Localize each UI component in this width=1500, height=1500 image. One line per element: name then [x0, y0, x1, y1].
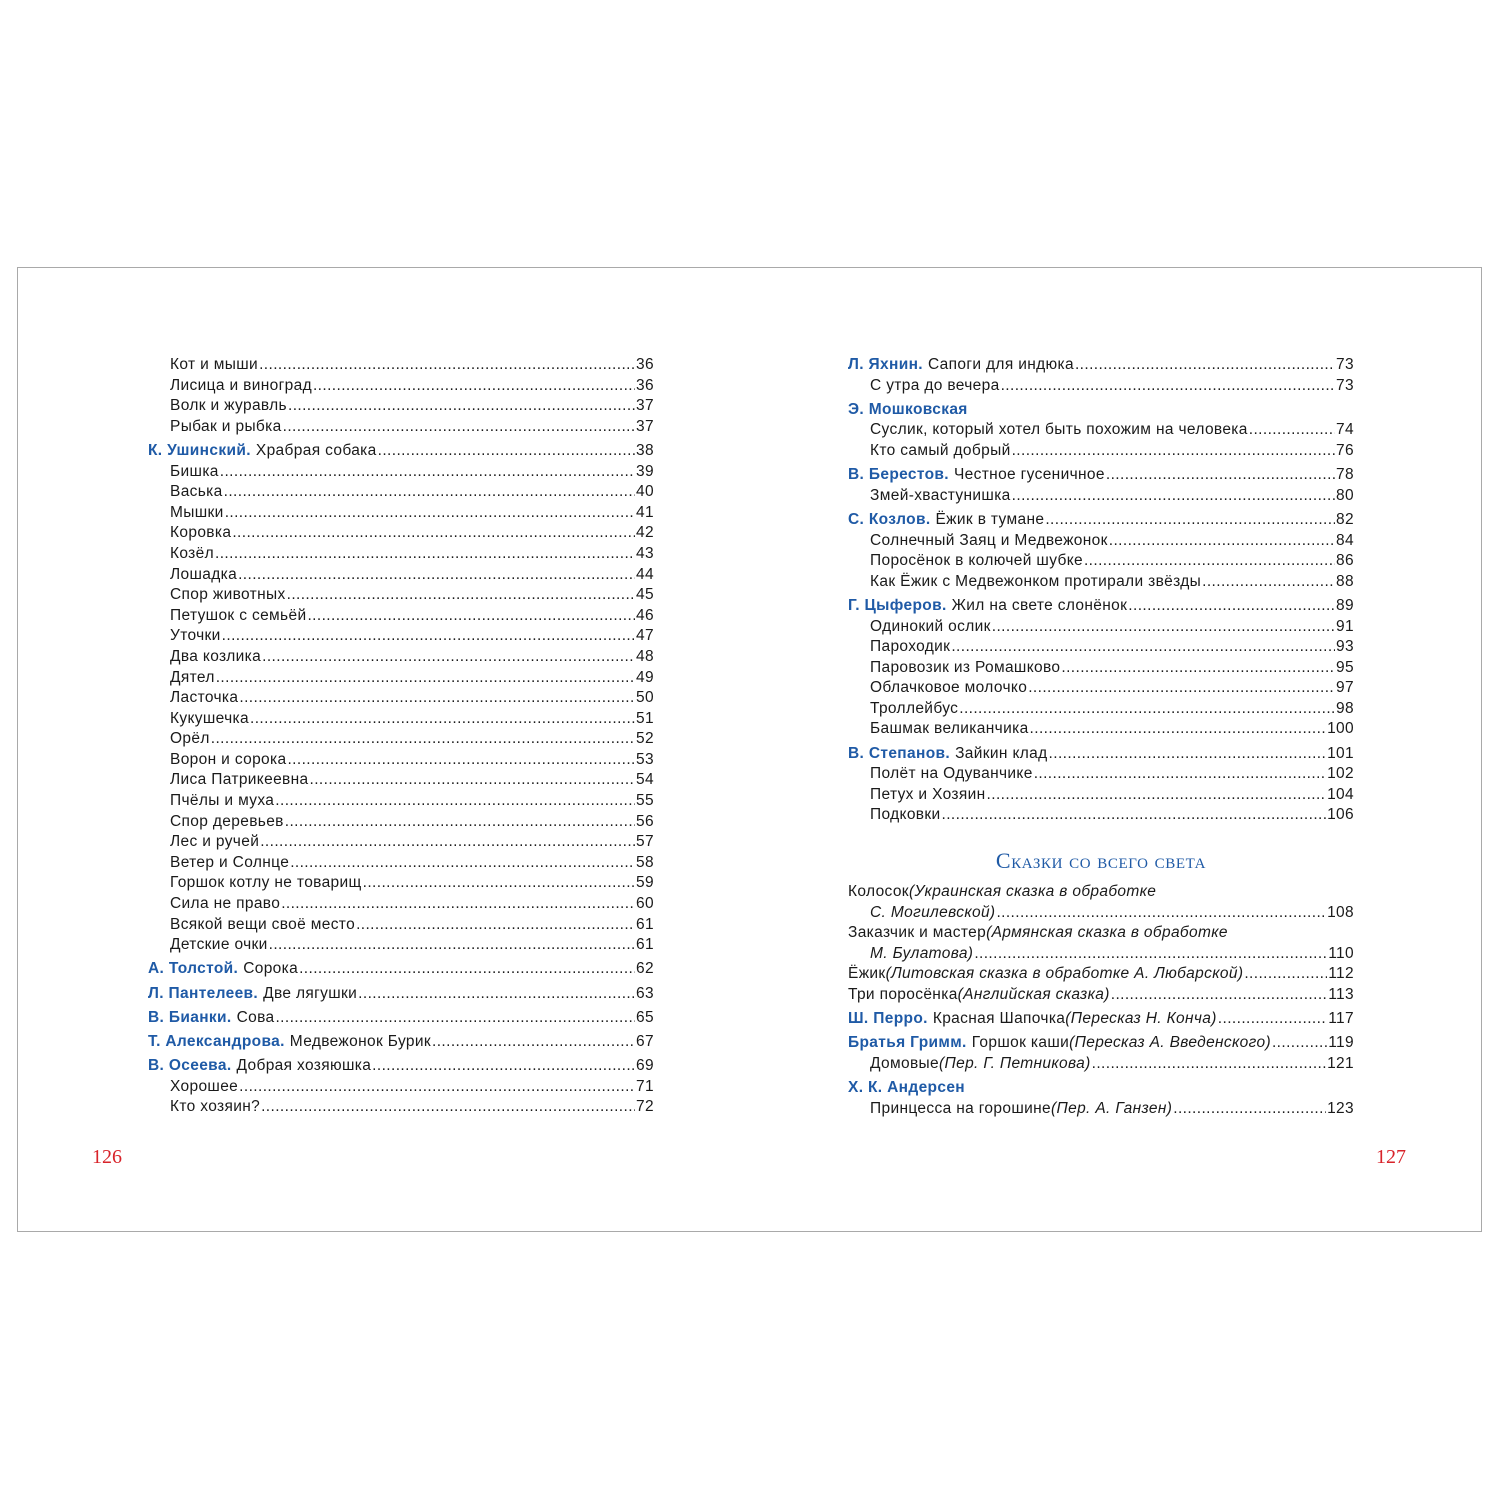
story-title: Коровка	[170, 524, 232, 542]
page-ref: 95	[1336, 658, 1354, 676]
toc-entry	[848, 678, 1354, 699]
toc-entry	[148, 935, 654, 956]
page-ref: 61	[636, 915, 654, 933]
toc-entry	[148, 915, 654, 936]
toc-entry	[848, 486, 1354, 507]
page-ref: 49	[636, 668, 654, 686]
toc-entry	[848, 596, 1354, 617]
toc-entry	[848, 1054, 1354, 1075]
leader-dots	[1045, 510, 1335, 531]
toc-entry	[848, 658, 1354, 679]
story-title: Суслик, который хотел быть похожим на человека	[870, 421, 1248, 439]
page-ref: 58	[636, 853, 654, 871]
toc-entry	[148, 812, 654, 833]
leader-dots	[239, 688, 635, 709]
toc-entry	[148, 585, 654, 606]
story-title: Петушок с семьёй	[170, 606, 307, 624]
story-title: Кукушечка	[170, 709, 249, 727]
page-ref: 40	[636, 483, 654, 501]
page-ref: 54	[636, 771, 654, 789]
leader-dots	[211, 729, 635, 750]
leader-dots	[275, 1008, 635, 1029]
page-ref: 108	[1327, 903, 1354, 921]
story-title: Честное гусеничное	[953, 466, 1105, 484]
leader-dots	[259, 355, 635, 376]
story-title: Облачковое молочко	[870, 679, 1028, 697]
story-title: Ласточка	[170, 689, 239, 707]
toc-entry	[148, 1097, 654, 1118]
story-note: (Пересказ А. Введенского)	[1069, 1034, 1271, 1052]
toc-right-column	[848, 355, 1354, 1119]
story-title: Пароходик	[870, 638, 951, 656]
leader-dots	[1012, 441, 1335, 462]
leader-dots	[250, 709, 635, 730]
page-ref: 39	[636, 462, 654, 480]
page-ref: 42	[636, 524, 654, 542]
story-title: Принцесса на горошине	[870, 1099, 1052, 1117]
leader-dots	[261, 1097, 635, 1118]
leader-dots	[1034, 764, 1326, 785]
story-title: Рыбак и рыбка	[170, 417, 282, 435]
leader-dots	[358, 984, 635, 1005]
story-note: (Украинская сказка в обработке	[908, 883, 1157, 901]
page-ref: 113	[1328, 986, 1354, 1003]
page-ref: 98	[1336, 699, 1354, 717]
page-ref: 112	[1328, 965, 1354, 983]
leader-dots	[1249, 420, 1335, 441]
story-title: Волк и журавль	[170, 397, 287, 415]
leader-dots	[269, 935, 635, 956]
author-name: К. Ушинский.	[148, 441, 251, 459]
page-ref: 93	[1336, 638, 1354, 656]
leader-dots	[356, 915, 635, 936]
leader-dots	[996, 903, 1326, 924]
leader-dots	[1049, 744, 1327, 765]
toc-entry	[148, 1056, 654, 1077]
toc-entry	[148, 396, 654, 417]
story-note: (Английская сказка)	[957, 986, 1110, 1003]
toc-entry	[148, 709, 654, 730]
toc-entry	[148, 894, 654, 915]
leader-dots	[1244, 964, 1327, 985]
toc-entry	[848, 805, 1354, 826]
toc-entry	[148, 462, 654, 483]
toc-entry	[848, 551, 1354, 572]
toc-entry	[148, 647, 654, 668]
author-name: В. Бианки.	[148, 1008, 232, 1026]
toc-entry	[848, 400, 1354, 421]
leader-dots	[1272, 1033, 1327, 1054]
page-ref: 51	[636, 709, 654, 727]
toc-left-column	[148, 355, 654, 1118]
leader-dots	[959, 699, 1335, 720]
page-ref: 82	[1336, 510, 1354, 528]
toc-entry	[148, 441, 654, 462]
story-title: Одинокий ослик	[870, 617, 991, 635]
leader-dots	[1030, 719, 1327, 740]
toc-entry	[148, 523, 654, 544]
story-title: Горшок котлу не товарищ	[170, 874, 362, 892]
story-note: (Пер. А. Ганзен)	[1051, 1099, 1173, 1117]
story-title: Красная Шапочка	[932, 1010, 1066, 1028]
leader-dots	[287, 585, 635, 606]
page-ref: 45	[636, 586, 654, 604]
page-ref: 48	[636, 647, 654, 665]
leader-dots	[232, 523, 635, 544]
story-title: С утра до вечера	[870, 376, 1000, 394]
story-title: Сова	[236, 1008, 275, 1026]
toc-entry	[848, 420, 1354, 441]
story-title: Жил на свете слонёнок	[951, 596, 1128, 614]
story-title: Хорошее	[170, 1077, 239, 1095]
page-ref: 53	[636, 750, 654, 768]
story-title: Козёл	[170, 544, 214, 562]
leader-dots	[225, 503, 635, 524]
story-note: М. Булатова)	[870, 944, 974, 962]
story-title: Кто самый добрый	[870, 441, 1011, 459]
toc-entry	[848, 785, 1354, 806]
page-ref: 59	[636, 874, 654, 892]
toc-entry	[148, 606, 654, 627]
story-title: Сапоги для индюка	[927, 356, 1074, 373]
section-title: Сказки со всего света	[995, 848, 1207, 874]
story-title: Три поросёнка	[848, 986, 958, 1003]
page-ref: 104	[1327, 785, 1354, 803]
author-name: С. Козлов.	[848, 510, 931, 528]
page-ref: 37	[636, 397, 654, 415]
page-ref: 36	[636, 376, 654, 394]
toc-entry	[848, 1009, 1354, 1030]
author-name: Ш. Перро.	[848, 1010, 928, 1028]
leader-dots	[283, 417, 635, 438]
story-title: Заказчик и мастер	[848, 924, 987, 942]
page-ref: 63	[636, 984, 654, 1002]
leader-dots	[260, 832, 635, 853]
leader-dots	[281, 894, 635, 915]
toc-entry	[848, 617, 1354, 638]
story-title: Солнечный Заяц и Медвежонок	[870, 531, 1108, 549]
page-ref: 86	[1336, 552, 1354, 570]
leader-dots	[974, 944, 1327, 965]
page-ref: 74	[1336, 421, 1354, 439]
page-ref: 110	[1328, 944, 1354, 962]
toc-entry	[148, 791, 654, 812]
leader-dots	[220, 462, 635, 483]
toc-entry	[148, 873, 654, 894]
author-name: Г. Цыферов.	[848, 596, 947, 614]
toc-entry	[848, 1078, 1354, 1099]
story-title: Бишка	[170, 462, 219, 480]
leader-dots	[1012, 486, 1335, 507]
page-ref: 61	[636, 936, 654, 954]
story-title: Орёл	[170, 730, 210, 748]
page-ref: 89	[1336, 596, 1354, 614]
story-title: Всякой вещи своё место	[170, 915, 356, 933]
story-title: Детские очки	[170, 936, 268, 954]
toc-entry	[848, 1099, 1354, 1120]
leader-dots	[942, 805, 1327, 826]
page-ref: 117	[1328, 1010, 1354, 1028]
story-title: Поросёнок в колючей шубке	[870, 552, 1083, 570]
page-ref: 50	[636, 689, 654, 707]
leader-dots	[222, 626, 635, 647]
toc-entry-continuation	[848, 903, 1354, 924]
page-ref: 91	[1336, 617, 1354, 635]
story-title: Как Ёжик с Медвежонком протирали звёзды	[870, 572, 1202, 590]
toc-entry	[848, 985, 1354, 1006]
story-title: Подковки	[870, 806, 941, 824]
leader-dots	[432, 1032, 635, 1053]
leader-dots	[363, 873, 635, 894]
author-name: А. Толстой.	[148, 960, 239, 978]
story-title: Колосок	[848, 883, 909, 901]
toc-entry	[148, 688, 654, 709]
page-ref: 37	[636, 417, 654, 435]
story-title: Лошадка	[170, 565, 238, 583]
story-title: Лиса Патрикеевна	[170, 771, 309, 789]
leader-dots	[290, 853, 635, 874]
leader-dots	[239, 1077, 635, 1098]
story-title: Троллейбус	[870, 699, 959, 717]
leader-dots	[1173, 1099, 1326, 1120]
toc-entry	[848, 764, 1354, 785]
page-ref: 119	[1328, 1034, 1354, 1052]
leader-dots	[262, 647, 635, 668]
toc-entry	[148, 668, 654, 689]
page-ref: 69	[636, 1057, 654, 1075]
toc-entry	[848, 465, 1354, 486]
story-title: Лес и ручей	[170, 833, 260, 851]
toc-entry	[848, 1033, 1354, 1054]
page-ref: 73	[1336, 376, 1354, 394]
story-title: Добрая хозяюшка	[236, 1057, 372, 1075]
leader-dots	[1218, 1009, 1327, 1030]
leader-dots	[238, 565, 635, 586]
page-ref: 80	[1336, 486, 1354, 504]
story-title: Уточки	[170, 627, 221, 645]
story-title: Дятел	[170, 668, 215, 686]
toc-entry	[148, 832, 654, 853]
page-ref: 44	[636, 565, 654, 583]
toc-entry	[148, 355, 654, 376]
toc-entry-continuation	[848, 944, 1354, 965]
story-title: Мышки	[170, 503, 224, 521]
author-name: В. Осеева.	[148, 1057, 232, 1075]
page-ref: 71	[636, 1077, 654, 1095]
leader-dots	[215, 544, 635, 565]
story-title: Спор животных	[170, 586, 286, 604]
story-title: Пчёлы и муха	[170, 792, 275, 810]
page-ref: 73	[1336, 356, 1354, 373]
story-title: Медвежонок Бурик	[289, 1032, 432, 1050]
story-title: Паровозик из Ромашково	[870, 658, 1061, 676]
page-ref: 84	[1336, 531, 1354, 549]
toc-entry	[148, 376, 654, 397]
leader-dots	[224, 482, 635, 503]
story-title: Сорока	[243, 960, 299, 978]
toc-entry	[848, 719, 1354, 740]
toc-entry	[148, 482, 654, 503]
page-ref: 97	[1336, 679, 1354, 697]
toc-entry	[148, 544, 654, 565]
story-title: Кто хозяин?	[170, 1098, 261, 1116]
author-name: Т. Александрова.	[148, 1032, 285, 1050]
toc-entry	[848, 882, 1354, 903]
story-title: Кот и мыши	[170, 356, 259, 373]
page-ref: 55	[636, 792, 654, 810]
author-name: Э. Мошковская	[848, 400, 968, 418]
page-ref: 72	[636, 1098, 654, 1116]
page-ref: 56	[636, 812, 654, 830]
story-title: Башмак великанчика	[870, 720, 1029, 738]
page-ref: 43	[636, 544, 654, 562]
toc-entry	[148, 729, 654, 750]
leader-dots	[1128, 596, 1335, 617]
leader-dots	[951, 637, 1335, 658]
leader-dots	[299, 959, 635, 980]
story-title: Змей-хвастунишка	[870, 486, 1011, 504]
page-ref: 52	[636, 730, 654, 748]
page-ref: 100	[1327, 720, 1354, 738]
story-title: Горшок каши	[971, 1034, 1070, 1052]
leader-dots	[1106, 465, 1335, 486]
page-ref: 121	[1327, 1054, 1354, 1072]
leader-dots	[287, 750, 635, 771]
page-ref: 123	[1327, 1099, 1354, 1117]
author-name: Л. Пантелеев.	[148, 984, 259, 1002]
story-title: Ёжик	[848, 965, 886, 983]
story-title: Две лягушки	[263, 984, 358, 1002]
author-name: Х. К. Андерсен	[848, 1079, 966, 1097]
toc-entry	[148, 417, 654, 438]
page-ref: 88	[1336, 572, 1354, 590]
leader-dots	[1202, 572, 1335, 593]
story-title: Лисица и виноград	[170, 376, 312, 394]
page-ref: 62	[636, 960, 654, 978]
leader-dots	[992, 617, 1335, 638]
toc-entry	[148, 1077, 654, 1098]
toc-entry	[848, 637, 1354, 658]
leader-dots	[216, 668, 635, 689]
toc-entry	[848, 510, 1354, 531]
author-name: Братья Гримм.	[848, 1034, 967, 1052]
leader-dots	[288, 396, 635, 417]
page-ref: 46	[636, 606, 654, 624]
toc-entry	[848, 441, 1354, 462]
leader-dots	[372, 1056, 635, 1077]
toc-entry	[848, 964, 1354, 985]
leader-dots	[1109, 531, 1335, 552]
story-title: Домовые	[870, 1054, 940, 1072]
page-ref: 101	[1327, 744, 1354, 762]
toc-entry	[148, 750, 654, 771]
leader-dots	[1001, 376, 1335, 397]
leader-dots	[987, 785, 1327, 806]
page-ref: 102	[1327, 765, 1354, 783]
toc-entry	[848, 572, 1354, 593]
author-name: Л. Яхнин.	[848, 356, 923, 373]
author-name: В. Берестов.	[848, 466, 949, 484]
page-ref: 38	[636, 441, 654, 459]
toc-entry	[148, 503, 654, 524]
toc-entry	[148, 984, 654, 1005]
story-title: Ветер и Солнце	[170, 853, 290, 871]
story-title: Ворон и сорока	[170, 750, 287, 768]
story-note: (Пересказ Н. Конча)	[1065, 1010, 1217, 1028]
leader-dots	[1084, 551, 1335, 572]
leader-dots	[1075, 355, 1335, 376]
author-name: В. Степанов.	[848, 744, 951, 762]
page-ref: 76	[1336, 441, 1354, 459]
leader-dots	[310, 770, 636, 791]
story-note: (Армянская сказка в обработке	[986, 924, 1228, 942]
page-ref: 47	[636, 627, 654, 645]
page-ref: 36	[636, 356, 654, 373]
story-note: (Пер. Г. Петникова)	[939, 1054, 1091, 1072]
leader-dots	[378, 441, 635, 462]
story-title: Храбрая собака	[255, 441, 377, 459]
toc-entry	[148, 959, 654, 980]
story-note: (Литовская сказка в обработке А. Любарской)	[885, 965, 1244, 983]
toc-entry	[148, 565, 654, 586]
leader-dots	[1092, 1054, 1326, 1075]
story-title: Васька	[170, 483, 223, 501]
page-ref: 67	[636, 1032, 654, 1050]
toc-entry	[848, 699, 1354, 720]
page-ref: 106	[1327, 806, 1354, 824]
leader-dots	[1111, 985, 1328, 1006]
toc-entry	[848, 355, 1354, 376]
leader-dots	[1028, 678, 1335, 699]
page-number-left: 126	[92, 1146, 122, 1168]
toc-entry	[148, 626, 654, 647]
story-title: Два козлика	[170, 647, 262, 665]
leader-dots	[313, 376, 635, 397]
toc-entry	[848, 923, 1354, 944]
story-title: Ёжик в тумане	[935, 510, 1045, 528]
story-title: Спор деревьев	[170, 812, 284, 830]
page-ref: 57	[636, 833, 654, 851]
page-ref: 65	[636, 1008, 654, 1026]
toc-entry	[148, 1032, 654, 1053]
toc-entry	[848, 376, 1354, 397]
story-title: Зайкин клад	[955, 744, 1048, 762]
story-title: Полёт на Одуванчике	[870, 765, 1033, 783]
leader-dots	[285, 812, 635, 833]
page-number-right: 127	[1376, 1146, 1406, 1168]
page-ref: 60	[636, 895, 654, 913]
toc-entry	[148, 770, 654, 791]
leader-dots	[1061, 658, 1335, 679]
page-ref: 41	[636, 503, 654, 521]
page-ref: 78	[1336, 466, 1354, 484]
toc-entry	[848, 744, 1354, 765]
toc-entry	[148, 1008, 654, 1029]
leader-dots	[275, 791, 635, 812]
story-note: С. Могилевской)	[870, 903, 996, 921]
leader-dots	[307, 606, 635, 627]
story-title: Сила не право	[170, 895, 281, 913]
story-title: Петух и Хозяин	[870, 785, 986, 803]
toc-entry	[848, 531, 1354, 552]
toc-entry	[148, 853, 654, 874]
